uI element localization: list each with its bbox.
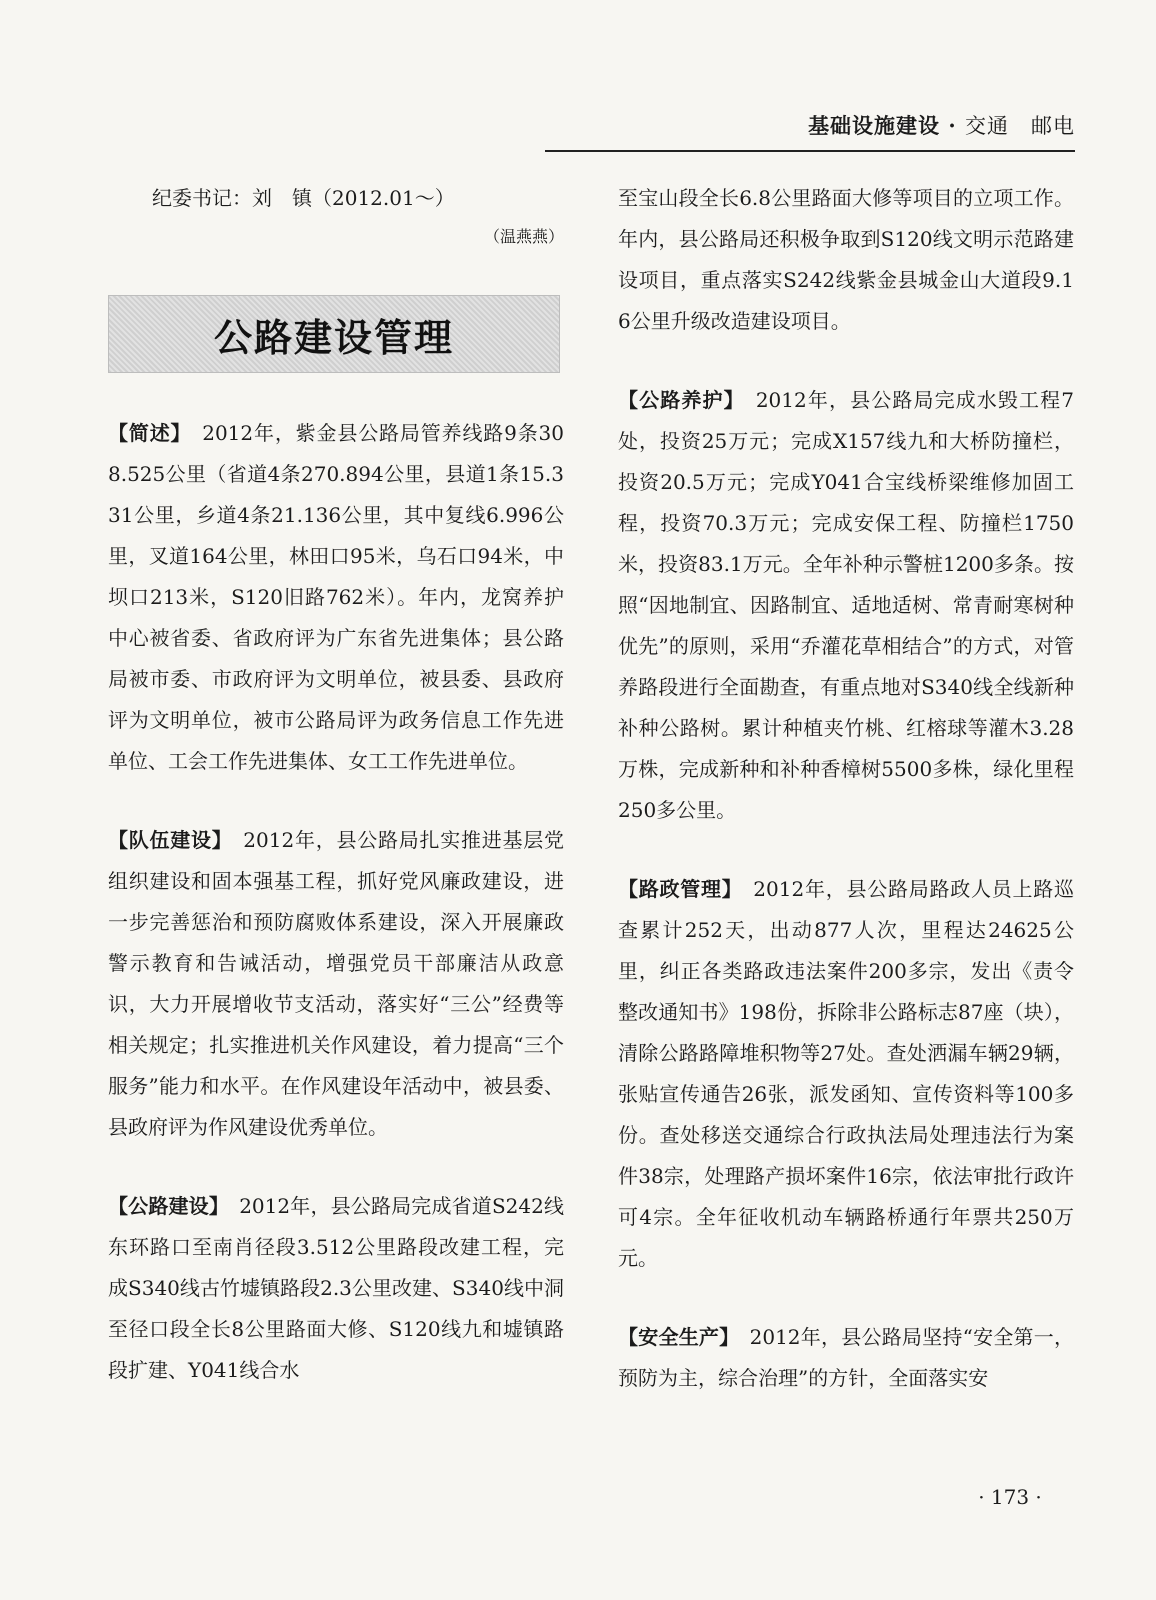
paragraph-safety (618, 1317, 1074, 1399)
paragraph-road-administration (618, 869, 1074, 1279)
right-column (618, 178, 1074, 1437)
paragraph-road-construction (108, 1186, 564, 1391)
page-number: · 173 · (978, 1485, 1042, 1509)
paragraph-text: 2012年，县公路局完成水毁工程7处，投资25万元；完成X157线九和大桥防撞栏，投资20.5万元；完成Y041合宝线桥梁维修加固工程，投资70.3万元；完成安保工程、防撞栏1750米，投资83.1万元。全年补种示警桩1200多条。按照“因地制宜、因路制宜、适地适树、常青耐寒树种优先”的原则，采用“乔灌花草相结合”的方式，对管养路段进行全面勘查，有重点地对S340线全线新种补种公路树。累计种植夹竹桃、红榕球等灌木3.28万株，完成新种和补种香樟树5500多株，绿化里程250多公里。 (618, 388, 1075, 822)
paragraph-overview (108, 413, 564, 782)
paragraph-construction-continued (618, 178, 1074, 342)
paragraph-tag: 【公路建设】 (108, 1194, 220, 1218)
staff-line: 纪委书记：刘 镇（2012.01～） (152, 186, 455, 210)
running-head-section: 基础设施建设 (808, 113, 941, 138)
paragraph-tag: 【安全生产】 (618, 1325, 730, 1349)
section-title-banner (108, 295, 560, 373)
paragraph-tag: 【公路养护】 (618, 388, 735, 412)
running-head-dot: · (948, 113, 957, 138)
running-head (545, 110, 1075, 140)
header-rule (545, 150, 1075, 152)
paragraph-tag: 【路政管理】 (618, 877, 733, 901)
paragraph-text: 2012年，县公路局路政人员上路巡查累计252天，出动877人次，里程达24625公里，纠正各类路政违法案件200多宗，发出《责令整改通知书》198份，拆除非公路标志87座（块），清除公路路障堆积物等27处。查处洒漏车辆29辆，张贴宣传通告26张，派发函知、宣传资料等100多份。查处移送交通综合行政执法局处理违法行为案件38宗，处理路产损坏案件16宗，依法审批行政许可4宗。全年征收机动车辆路桥通行年票共250万元。 (618, 877, 1074, 1270)
paragraph-text: 2012年，紫金县公路局管养线路9条308.525公里（省道4条270.894公里，县道1条15.331公里，乡道4条21.136公里，其中复线6.996公里，叉道164公里，林田口95米，乌石口94米，中坝口213米，S120旧路762米）。年内，龙窝养护中心被省委、省政府评为广东省先进集体；县公路局被市委、市政府评为文明单位，被县委、县政府评为文明单位，被市公路局评为政务信息工作先进单位、工会工作先进集体、女工工作先进单位。 (108, 421, 565, 773)
paragraph-text: 2012年，县公路局扎实推进基层党组织建设和固本强基工程，抓好党风廉政建设，进一步完善惩治和预防腐败体系建设，深入开展廉政警示教育和告诫活动，增强党员干部廉洁从政意识，大力开展增收节支活动，落实好“三公”经费等相关规定；扎实推进机关作风建设，着力提高“三个服务”能力和水平。在作风建设年活动中，被县委、县政府评为作风建设优秀单位。 (108, 828, 564, 1139)
paragraph-text: 2012年，县公路局完成省道S242线东环路口至南肖径段3.512公里路段改建工程，完成S340线古竹墟镇路段2.3公里改建、S340线中洞至径口段全长8公里路面大修、S120线九和墟镇路段扩建、Y041线合水 (108, 1194, 565, 1382)
paragraph-team-building (108, 820, 564, 1148)
paragraph-text: 2012年，县公路局坚持“安全第一，预防为主，综合治理”的方针，全面落实安 (618, 1325, 1075, 1390)
paragraph-text: 至宝山段全长6.8公里路面大修等项目的立项工作。年内，县公路局还积极争取到S120线文明示范路建设项目，重点落实S242线紫金县城金山大道段9.16公里升级改造建设项目。 (618, 186, 1074, 333)
running-head-subsection: 交通 邮电 (965, 114, 1075, 138)
left-column (108, 178, 564, 1429)
section-title: 公路建设管理 (213, 315, 454, 360)
paragraph-road-maintenance (618, 380, 1074, 831)
paragraph-tag: 【简述】 (108, 421, 182, 445)
paragraph-tag: 【队伍建设】 (108, 828, 223, 852)
author-credit: （温燕燕） (483, 227, 564, 246)
